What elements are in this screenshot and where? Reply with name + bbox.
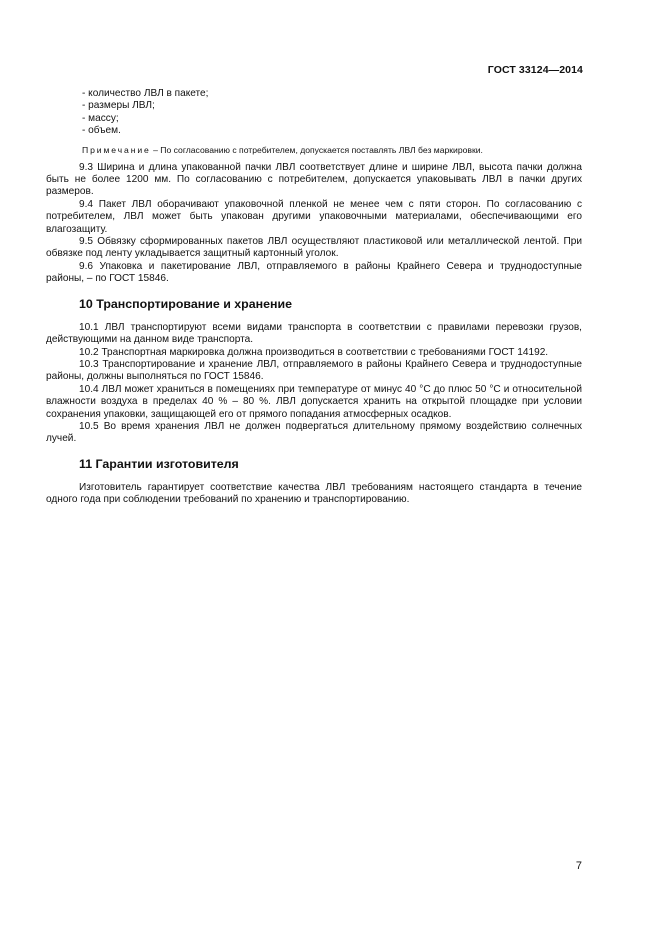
document-body: [46, 88, 582, 507]
paragraph-10-1: 10.1 ЛВЛ транспортируют всеми видами транспорта в соответствии с правилами перевозки грузов, действующими на данном виде транспорта.: [46, 321, 582, 346]
note-text: – По согласованию с потребителем, допускается поставлять ЛВЛ без маркировки.: [150, 144, 483, 155]
note-label: Примечание: [82, 144, 151, 155]
section-10-title: 10 Транспортирование и хранение: [79, 296, 292, 311]
paragraph-9-5: 9.5 Обвязку сформированных пакетов ЛВЛ осуществляют пластиковой или металлической лентой. При обвязке под ленту укладывается защитный картонный уголок.: [46, 236, 582, 260]
paragraph-10-2: 10.2 Транспортная маркировка должна производиться в соответствии с требованиями ГОСТ 14192.: [79, 346, 549, 358]
paragraph-9-3: 9.3 Ширина и длина упакованной пачки ЛВЛ соответствует длине и ширине ЛВЛ, высота пачки должна быть не более 1200 мм. По согласованию с потребителем, допускается упаковывать ЛВЛ в пачки других размеров.: [46, 161, 582, 198]
page-number: 7: [575, 860, 582, 872]
paragraph-10-4: 10.4 ЛВЛ может храниться в помещениях при температуре от минус 40 °С до плюс 50 °С и относительной влажности воздуха в пределах 40 % – 80 %. ЛВЛ допускается хранить на открытой площадке при условии сохранения упаковки, защищающей его от прямого попадания атмосферных осадков.: [46, 383, 582, 420]
document-code-header: ГОСТ 33124—2014: [487, 64, 583, 76]
list-item: - массу;: [82, 112, 119, 124]
paragraph-9-4: 9.4 Пакет ЛВЛ оборачивают упаковочной пленкой не менее чем с пяти сторон. По согласованию с потребителем, ЛВЛ может быть упакован другими упаковочными материалами, обеспечивающими его влагозащиту.: [46, 198, 582, 235]
section-11-title: 11 Гарантии изготовителя: [79, 456, 239, 471]
paragraph-10-3: 10.3 Транспортирование и хранение ЛВЛ, отправляемого в районы Крайнего Севера и труднодоступные районы, должны выполняться по ГОСТ 15846.: [46, 358, 582, 383]
list-item: - количество ЛВЛ в пакете;: [82, 88, 209, 99]
paragraph-9-6: 9.6 Упаковка и пакетирование ЛВЛ, отправляемого в районы Крайнего Севера и труднодоступные районы, – по ГОСТ 15846.: [46, 260, 582, 285]
note: [46, 145, 582, 156]
list-item: - размеры ЛВЛ;: [82, 100, 155, 112]
paragraph-11: Изготовитель гарантирует соответствие качества ЛВЛ требованиям настоящего стандарта в течение одного года при соблюдении требований по хранению и транспортированию.: [46, 481, 582, 506]
paragraph-10-5: 10.5 Во время хранения ЛВЛ не должен подвергаться длительному прямому воздействию солнечных лучей.: [46, 420, 582, 445]
marking-list: [46, 88, 582, 138]
list-item: - объем.: [82, 125, 121, 137]
